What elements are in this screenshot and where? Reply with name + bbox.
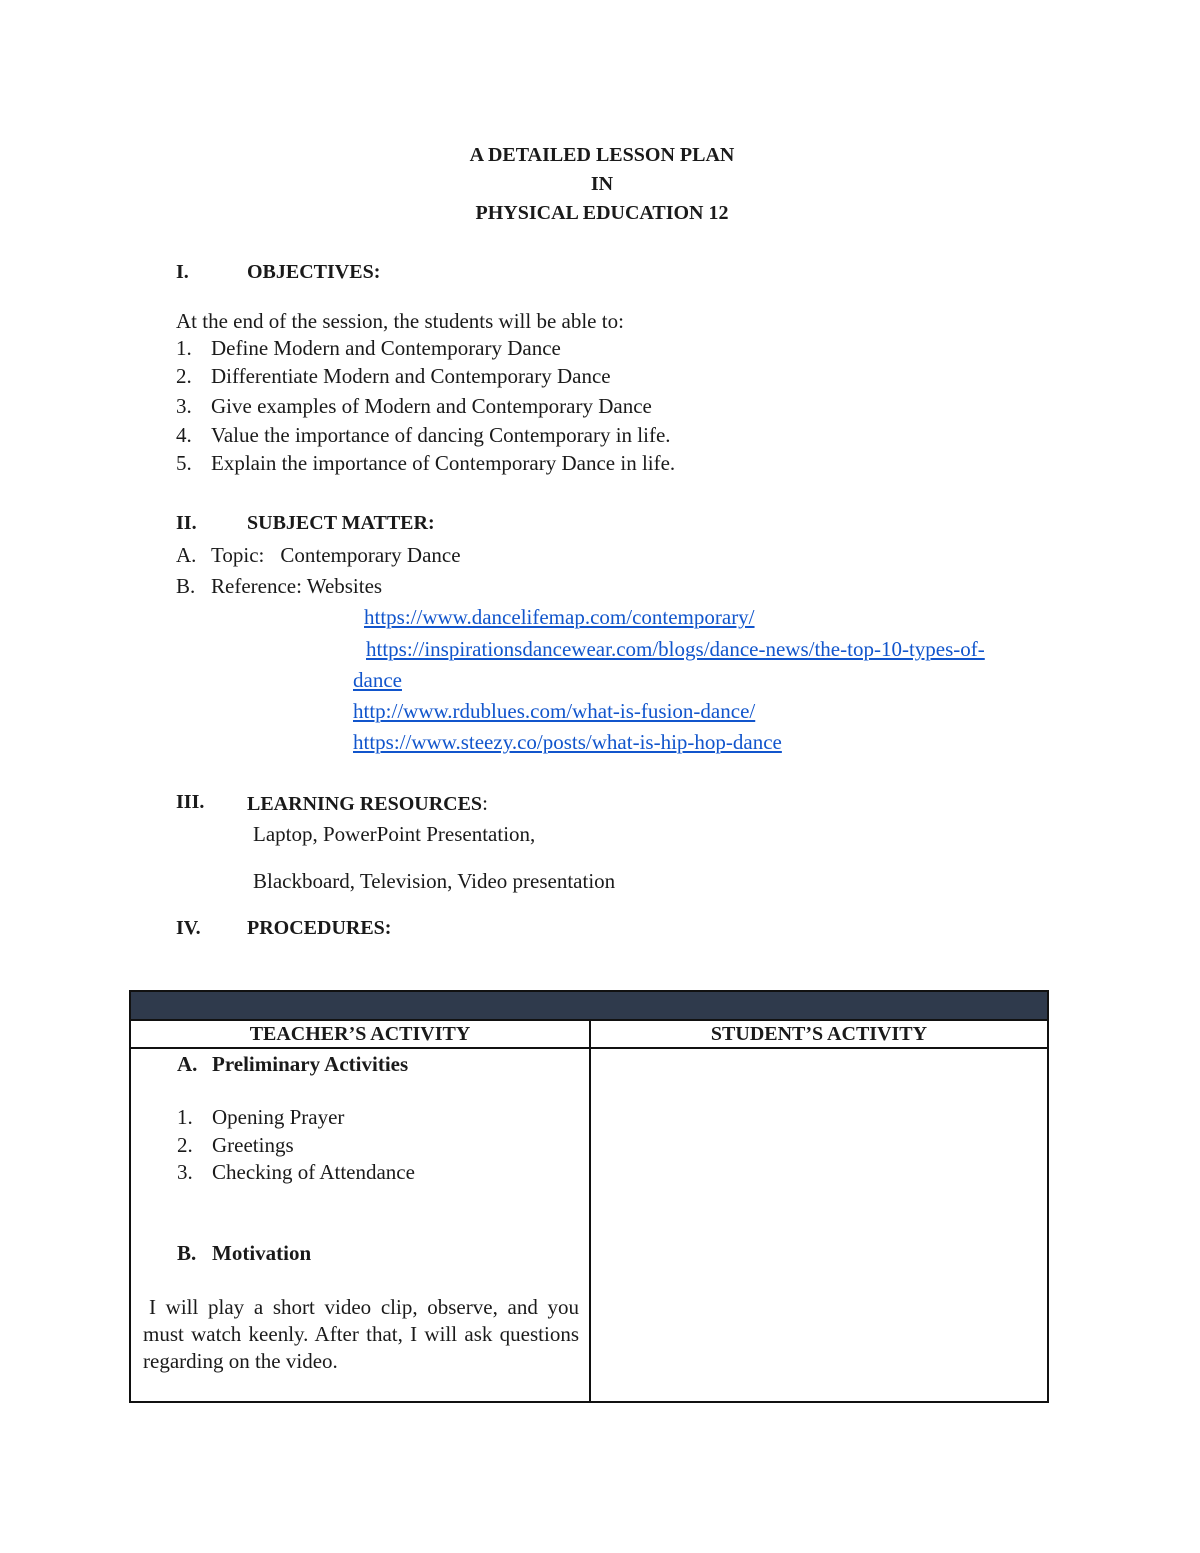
procedures-heading: PROCEDURES: xyxy=(247,917,392,939)
learning-resources-heading: LEARNING RESOURCES xyxy=(247,793,483,815)
objective-text: Define Modern and Contemporary Dance xyxy=(211,336,561,360)
student-activity-cell xyxy=(590,1048,1048,1402)
motivation-text: I will play a short video clip, observe, and you must watch keenly. After that, I will ask questions regarding on the video. xyxy=(143,1295,579,1373)
student-activity-header: STUDENT’S ACTIVITY xyxy=(590,1020,1048,1048)
preliminary-item xyxy=(177,1133,294,1158)
objective-text: Give examples of Modern and Contemporary Dance xyxy=(211,394,652,418)
preliminary-item-text: Greetings xyxy=(212,1133,294,1157)
preliminary-item-text: Checking of Attendance xyxy=(212,1160,415,1184)
objective-number: 2. xyxy=(176,364,192,388)
teacher-activity-cell xyxy=(130,1048,590,1402)
title-line-3: PHYSICAL EDUCATION 12 xyxy=(475,202,729,224)
objective-number: 4. xyxy=(176,423,192,447)
preliminary-item-number: 1. xyxy=(177,1105,193,1129)
preliminary-letter: A. xyxy=(177,1052,198,1076)
learning-resources-numeral: III. xyxy=(176,791,205,813)
reference-link-inspirations[interactable]: https://inspirationsdancewear.com/blogs/dance-news/the-top-10-types-of- xyxy=(366,637,985,661)
motivation-letter: B. xyxy=(177,1241,197,1265)
objective-text: Value the importance of dancing Contemporary in life. xyxy=(211,423,671,447)
objective-item xyxy=(176,423,671,448)
preliminary-item-number: 2. xyxy=(177,1133,193,1157)
motivation-heading xyxy=(177,1241,311,1266)
learning-resources-colon: : xyxy=(482,791,488,815)
preliminary-title: Preliminary Activities xyxy=(212,1052,409,1076)
topic-label: Topic: xyxy=(211,543,265,567)
objectives-heading: OBJECTIVES: xyxy=(247,261,381,283)
title-line-1: A DETAILED LESSON PLAN xyxy=(469,144,735,166)
title-line-2: IN xyxy=(590,173,614,195)
reference-row xyxy=(176,574,382,599)
reference-link-rdublues[interactable]: http://www.rdublues.com/what-is-fusion-dance/ xyxy=(353,699,756,723)
procedures-numeral: IV. xyxy=(176,917,201,939)
topic-letter: A. xyxy=(176,543,197,567)
reference-link-steezy[interactable]: https://www.steezy.co/posts/what-is-hip-hop-dance xyxy=(353,730,782,754)
preliminary-heading xyxy=(177,1052,408,1077)
reference-letter: B. xyxy=(176,574,196,598)
objective-text: Differentiate Modern and Contemporary Dance xyxy=(211,364,611,388)
topic-value: Contemporary Dance xyxy=(280,543,461,567)
learning-resources-line-2: Blackboard, Television, Video presentation xyxy=(253,869,616,893)
reference-link-inspirations-cont[interactable]: dance xyxy=(353,668,402,692)
objectives-intro: At the end of the session, the students will be able to: xyxy=(176,309,624,333)
procedures-table xyxy=(129,990,1049,1403)
reference-label: Reference: Websites xyxy=(211,574,383,598)
table-header-bar xyxy=(130,991,1048,1020)
objectives-numeral: I. xyxy=(176,261,189,283)
learning-resources-line-1: Laptop, PowerPoint Presentation, xyxy=(253,822,536,846)
objective-number: 5. xyxy=(176,451,192,475)
subject-matter-numeral: II. xyxy=(176,512,197,534)
objective-item xyxy=(176,394,652,419)
subject-matter-heading: SUBJECT MATTER: xyxy=(247,512,435,534)
preliminary-item xyxy=(177,1105,344,1130)
topic-row xyxy=(176,543,461,568)
motivation-title: Motivation xyxy=(212,1241,312,1265)
objective-text: Explain the importance of Contemporary Dance in life. xyxy=(211,451,676,475)
objective-item xyxy=(176,451,675,476)
objective-number: 3. xyxy=(176,394,192,418)
preliminary-item-number: 3. xyxy=(177,1160,193,1184)
learning-resources-heading-row xyxy=(247,791,488,816)
objective-number: 1. xyxy=(176,336,192,360)
objective-item xyxy=(176,336,561,361)
reference-link-dancelifemap[interactable]: https://www.dancelifemap.com/contemporary/ xyxy=(364,605,755,629)
teacher-activity-header: TEACHER’S ACTIVITY xyxy=(130,1020,590,1048)
objective-item xyxy=(176,364,611,389)
preliminary-item-text: Opening Prayer xyxy=(212,1105,345,1129)
preliminary-item xyxy=(177,1160,415,1185)
